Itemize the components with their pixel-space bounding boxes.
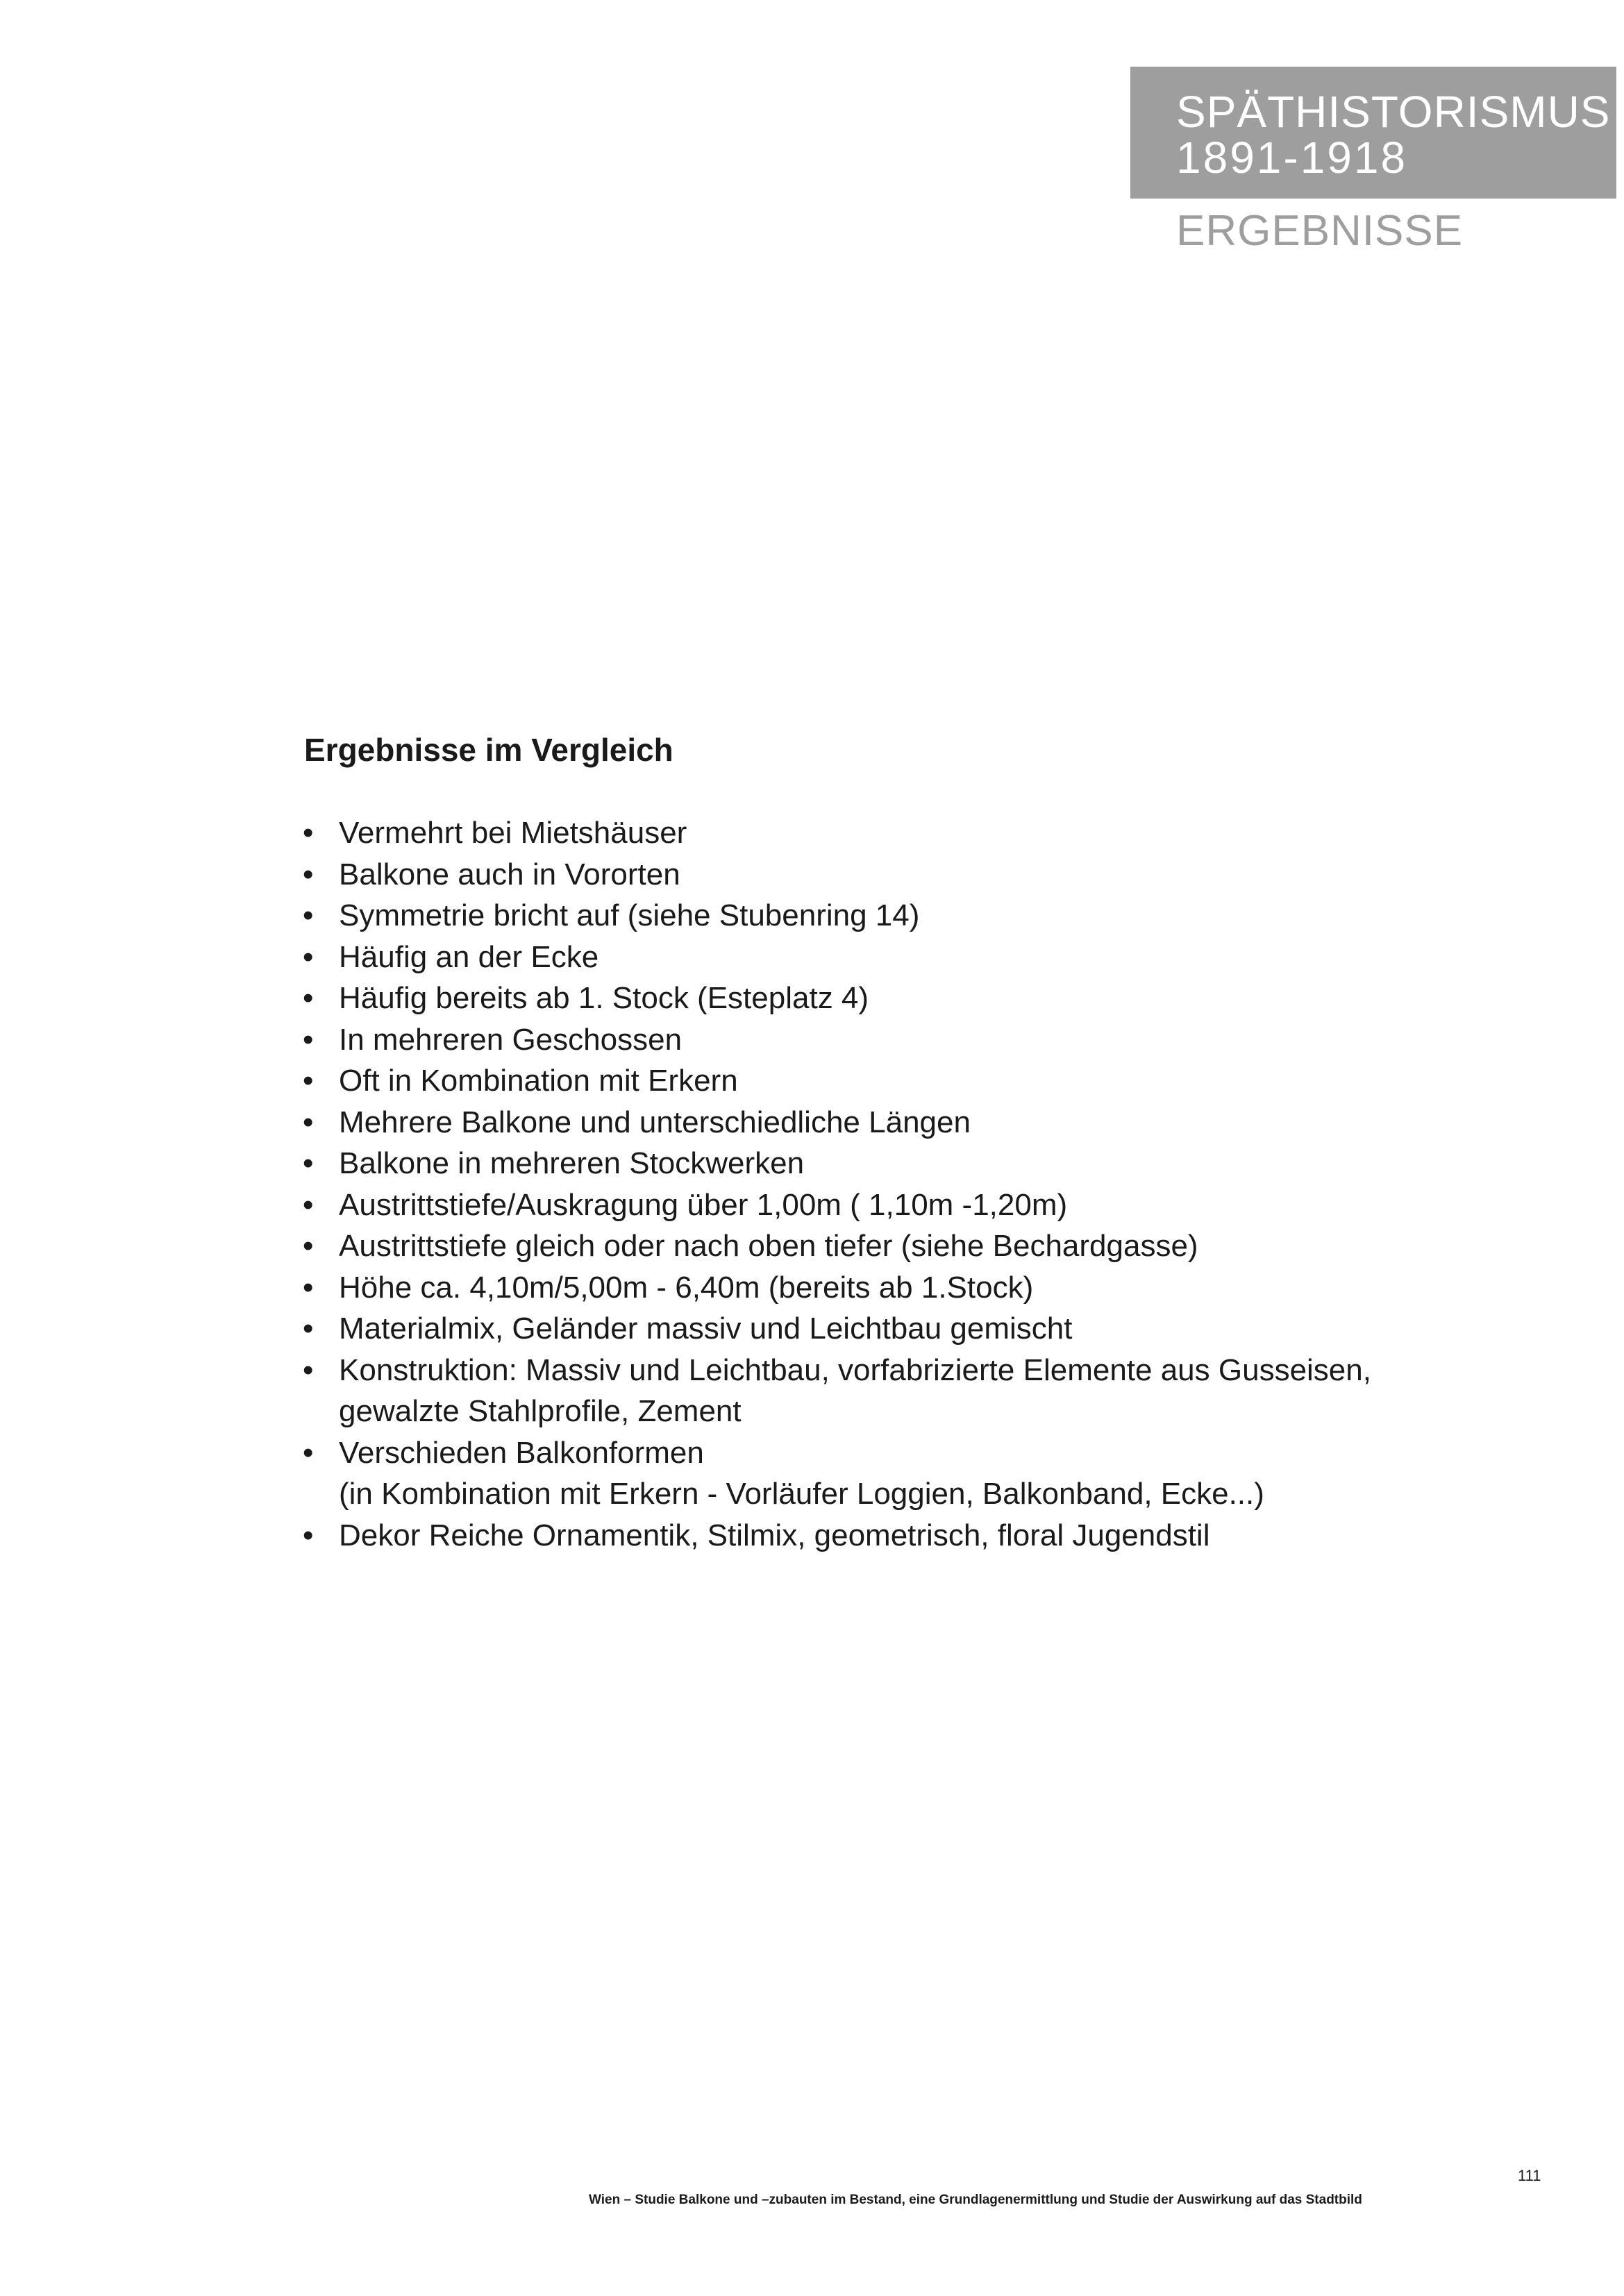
- list-item-text: Häufig bereits ab 1. Stock (Esteplatz 4): [339, 981, 869, 1015]
- list-item-text: Vermehrt bei Mietshäuser: [339, 816, 687, 850]
- bullet-icon: •: [303, 1105, 314, 1139]
- list-item: [303, 1019, 1497, 1061]
- list-item: [303, 1350, 1497, 1432]
- list-item-text: Materialmix, Geländer massiv und Leichtbau gemischt: [339, 1312, 1073, 1346]
- list-item-text: Konstruktion: Massiv und Leichtbau, vorfabrizierte Elemente aus Gusseisen,: [339, 1352, 1371, 1387]
- bullet-icon: •: [303, 1187, 314, 1222]
- list-item-text: Balkone auch in Vororten: [339, 857, 680, 891]
- list-item: [303, 1060, 1497, 1102]
- footer-text: Wien – Studie Balkone und –zubauten im Bestand, eine Grundlagenermittlung und Studie der Auswirkung auf das Stadtbild: [589, 2193, 1362, 2207]
- bullet-icon: •: [303, 816, 314, 850]
- bullet-icon: •: [303, 1146, 314, 1180]
- bullet-icon: •: [303, 981, 314, 1015]
- list-item: [303, 854, 1497, 896]
- list-item: [303, 1143, 1497, 1184]
- bullet-icon: •: [303, 1352, 314, 1387]
- list-item: [303, 1225, 1497, 1267]
- page-number: 111: [1518, 2167, 1541, 2184]
- chapter-header-block: [1130, 67, 1616, 199]
- bullet-icon: •: [303, 1435, 314, 1470]
- list-item-text: Mehrere Balkone und unterschiedliche Längen: [339, 1105, 971, 1139]
- chapter-title: SPÄTHISTORISMUS: [1176, 87, 1611, 137]
- list-item: [303, 1515, 1497, 1557]
- bullet-icon: •: [303, 939, 314, 974]
- list-item: [303, 1102, 1497, 1143]
- list-item-text: Dekor Reiche Ornamentik, Stilmix, geometrisch, floral Jugendstil: [339, 1518, 1210, 1552]
- section-heading: Ergebnisse im Vergleich: [304, 732, 673, 768]
- bullet-icon: •: [303, 1270, 314, 1305]
- bullet-icon: •: [303, 898, 314, 932]
- bullet-icon: •: [303, 1229, 314, 1263]
- list-item-text: Balkone in mehreren Stockwerken: [339, 1146, 805, 1180]
- results-bullet-list: [303, 812, 1497, 1556]
- list-item-text: In mehreren Geschossen: [339, 1022, 683, 1057]
- list-item: [303, 978, 1497, 1019]
- chapter-years: 1891-1918: [1176, 133, 1408, 183]
- bullet-icon: •: [303, 1518, 314, 1552]
- list-item-text: Häufig an der Ecke: [339, 939, 599, 974]
- list-item: [303, 812, 1497, 854]
- bullet-icon: •: [303, 1022, 314, 1057]
- bullet-icon: •: [303, 857, 314, 891]
- list-item-text: Austrittstiefe/Auskragung über 1,00m ( 1,10m -1,20m): [339, 1187, 1068, 1222]
- chapter-subtitle: ERGEBNISSE: [1176, 207, 1464, 255]
- list-item: [303, 895, 1497, 937]
- list-item: [303, 1308, 1497, 1350]
- list-item-text: Symmetrie bricht auf (siehe Stubenring 14): [339, 898, 920, 932]
- bullet-icon: •: [303, 1312, 314, 1346]
- list-item-text: (in Kombination mit Erkern - Vorläufer Loggien, Balkonband, Ecke...): [339, 1477, 1264, 1511]
- list-item: [303, 1184, 1497, 1226]
- list-item: [303, 937, 1497, 978]
- list-item-text: gewalzte Stahlprofile, Zement: [339, 1394, 742, 1428]
- list-item: [303, 1267, 1497, 1309]
- bullet-icon: •: [303, 1064, 314, 1098]
- list-item-text: Höhe ca. 4,10m/5,00m - 6,40m (bereits ab 1.Stock): [339, 1270, 1034, 1305]
- list-item: [303, 1432, 1497, 1515]
- list-item-text: Oft in Kombination mit Erkern: [339, 1064, 738, 1098]
- list-item-text: Verschieden Balkonformen: [339, 1435, 704, 1470]
- list-item-text: Austrittstiefe gleich oder nach oben tiefer (siehe Bechardgasse): [339, 1229, 1198, 1263]
